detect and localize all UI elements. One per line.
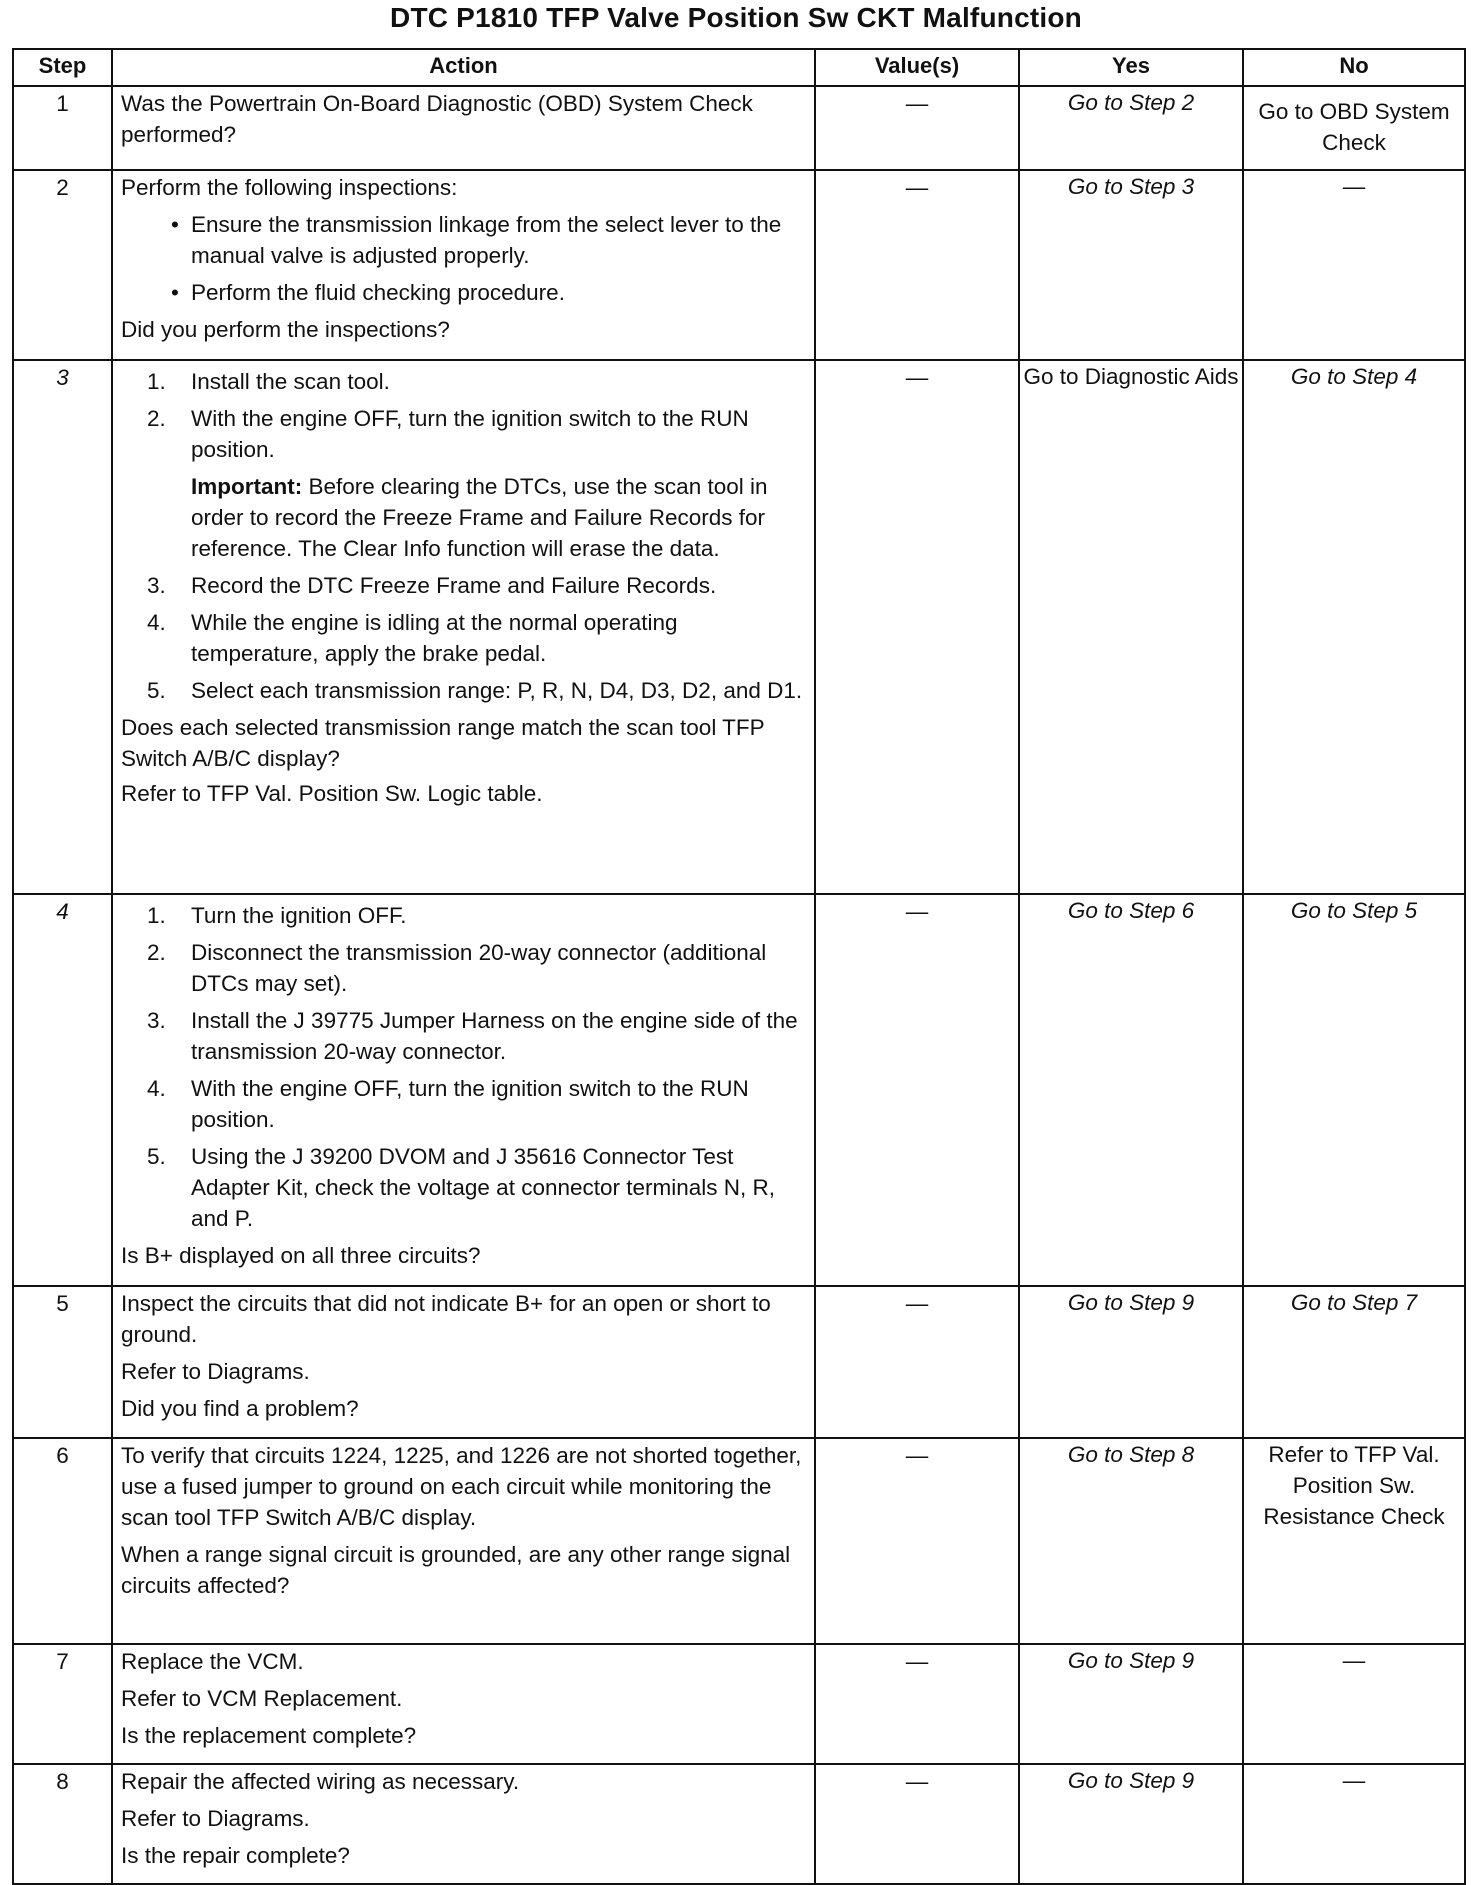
list-item: 5. Using the J 39200 DVOM and J 35616 Connector Test Adapter Kit, check the voltage at connector terminals N, R, and P. [147, 1144, 776, 1231]
step-number: 1 [13, 86, 112, 170]
yes-cell: Go to Step 9 [1019, 1644, 1243, 1764]
action-cell [112, 894, 815, 1286]
value-cell: — [815, 1438, 1019, 1644]
header-no: No [1243, 49, 1465, 86]
action-question: Is the replacement complete? [121, 1723, 417, 1748]
list-item: 5. Select each transmission range: P, R, N, D4, D3, D2, and D1. [147, 678, 803, 703]
action-question: When a range signal circuit is grounded, are any other range signal circuits affected? [121, 1542, 791, 1598]
table-row [13, 360, 1465, 894]
action-question: Did you perform the inspections? [121, 317, 450, 342]
header-value: Value(s) [815, 49, 1019, 86]
step-number: 3 [13, 360, 112, 894]
value-cell: — [815, 1286, 1019, 1438]
list-item-text: While the engine is idling at the normal operating temperature, apply the brake pedal. [191, 610, 678, 666]
action-question: Does each selected transmission range match the scan tool TFP Switch A/B/C display? [121, 715, 765, 771]
action-cell [112, 1438, 815, 1644]
list-item: 2. Disconnect the transmission 20-way connector (additional DTCs may set). [147, 940, 767, 996]
yes-cell: Go to Step 2 [1019, 86, 1243, 170]
value-cell: — [815, 86, 1019, 170]
list-item: 1. Install the scan tool. [147, 369, 390, 394]
list-item-text: With the engine OFF, turn the ignition switch to the RUN position. [191, 1076, 749, 1132]
list-item-text: Using the J 39200 DVOM and J 35616 Connector Test Adapter Kit, check the voltage at connector terminals N, R, and P. [191, 1144, 776, 1231]
action-refer: Refer to Diagrams. [121, 1806, 310, 1831]
value-cell: — [815, 894, 1019, 1286]
value-cell: — [815, 360, 1019, 894]
action-cell [112, 1286, 815, 1438]
list-item-text: Install the J 39775 Jumper Harness on the engine side of the transmission 20-way connector. [191, 1008, 798, 1064]
step-number: 8 [13, 1764, 112, 1884]
list-item-text: Turn the ignition OFF. [191, 903, 407, 928]
table-row [13, 1644, 1465, 1764]
page-title: DTC P1810 TFP Valve Position Sw CKT Malfunction [390, 2, 1082, 33]
no-cell: Go to OBD System Check [1243, 86, 1465, 170]
value-cell: — [815, 1644, 1019, 1764]
list-item: 4. While the engine is idling at the normal operating temperature, apply the brake pedal. [147, 610, 678, 666]
action-cell [112, 86, 815, 170]
no-cell: — [1243, 170, 1465, 360]
no-cell: — [1243, 1644, 1465, 1764]
step-number: 4 [13, 894, 112, 1286]
list-item-text: Perform the fluid checking procedure. [191, 280, 565, 305]
important-note [121, 471, 806, 564]
header-action: Action [112, 49, 815, 86]
action-text: To verify that circuits 1224, 1225, and 1226 are not shorted together, use a fused jumper to ground on each circuit while monitoring the scan tool TFP Switch A/B/C display. [121, 1443, 802, 1530]
yes-cell: Go to Step 6 [1019, 894, 1243, 1286]
header-row [13, 49, 1465, 86]
list-item: • Ensure the transmission linkage from the select lever to the manual valve is adjusted properly. [171, 212, 782, 268]
table-row [13, 1764, 1465, 1884]
value-cell: — [815, 1764, 1019, 1884]
no-cell: Go to Step 4 [1243, 360, 1465, 894]
action-cell [112, 170, 815, 360]
step-number: 6 [13, 1438, 112, 1644]
action-text: Was the Powertrain On-Board Diagnostic (OBD) System Check performed? [121, 91, 753, 147]
list-item: 4. With the engine OFF, turn the ignition switch to the RUN position. [147, 1076, 749, 1132]
table-row [13, 170, 1465, 360]
yes-cell: Go to Diagnostic Aids [1019, 360, 1243, 894]
list-item-text: With the engine OFF, turn the ignition switch to the RUN position. [191, 406, 749, 462]
list-item-text: Select each transmission range: P, R, N, D4, D3, D2, and D1. [191, 678, 803, 703]
list-item: 3. Install the J 39775 Jumper Harness on the engine side of the transmission 20-way connector. [147, 1008, 798, 1064]
action-cell [112, 360, 815, 894]
list-item: 2. With the engine OFF, turn the ignition switch to the RUN position. [147, 406, 749, 462]
diagnostic-table [12, 48, 1466, 1885]
yes-cell: Go to Step 8 [1019, 1438, 1243, 1644]
list-item: 3. Record the DTC Freeze Frame and Failure Records. [147, 573, 717, 598]
important-text: Before clearing the DTCs, use the scan tool in order to record the Freeze Frame and Failure Records for reference. The Clear Info function will erase the data. [191, 474, 768, 561]
action-question: Did you find a problem? [121, 1396, 359, 1421]
no-cell: — [1243, 1764, 1465, 1884]
action-refer: Refer to Diagrams. [121, 1359, 310, 1384]
action-question: Is the repair complete? [121, 1843, 350, 1868]
no-cell: Go to Step 7 [1243, 1286, 1465, 1438]
no-cell: Refer to TFP Val. Position Sw. Resistance Check [1243, 1438, 1465, 1644]
list-item-text: Disconnect the transmission 20-way connector (additional DTCs may set). [191, 940, 767, 996]
step-number: 5 [13, 1286, 112, 1438]
table-row [13, 1286, 1465, 1438]
step-number: 7 [13, 1644, 112, 1764]
action-text: Inspect the circuits that did not indicate B+ for an open or short to ground. [121, 1291, 771, 1347]
numbered-list [121, 366, 806, 465]
no-cell: Go to Step 5 [1243, 894, 1465, 1286]
list-item-text: Install the scan tool. [191, 369, 390, 394]
value-cell: — [815, 170, 1019, 360]
action-question: Is B+ displayed on all three circuits? [121, 1243, 481, 1268]
list-item-text: Ensure the transmission linkage from the select lever to the manual valve is adjusted properly. [191, 212, 782, 268]
action-text: Repair the affected wiring as necessary. [121, 1769, 520, 1794]
numbered-list [121, 900, 806, 1234]
yes-cell: Go to Step 9 [1019, 1764, 1243, 1884]
action-cell [112, 1764, 815, 1884]
numbered-list [121, 570, 806, 706]
action-refer: Refer to VCM Replacement. [121, 1686, 403, 1711]
table-row [13, 86, 1465, 170]
step-number: 2 [13, 170, 112, 360]
yes-cell: Go to Step 3 [1019, 170, 1243, 360]
header-yes: Yes [1019, 49, 1243, 86]
header-step: Step [13, 49, 112, 86]
action-cell [112, 1644, 815, 1764]
table-row [13, 1438, 1465, 1644]
bullet-list [121, 209, 806, 308]
action-text: Replace the VCM. [121, 1649, 304, 1674]
action-intro: Perform the following inspections: [121, 175, 458, 200]
list-item: • Perform the fluid checking procedure. [171, 280, 565, 305]
table-row [13, 894, 1465, 1286]
yes-cell: Go to Step 9 [1019, 1286, 1243, 1438]
list-item: 1. Turn the ignition OFF. [147, 903, 407, 928]
important-label: Important: [191, 474, 303, 499]
list-item-text: Record the DTC Freeze Frame and Failure Records. [191, 573, 717, 598]
action-refer: Refer to TFP Val. Position Sw. Logic table. [121, 781, 543, 806]
